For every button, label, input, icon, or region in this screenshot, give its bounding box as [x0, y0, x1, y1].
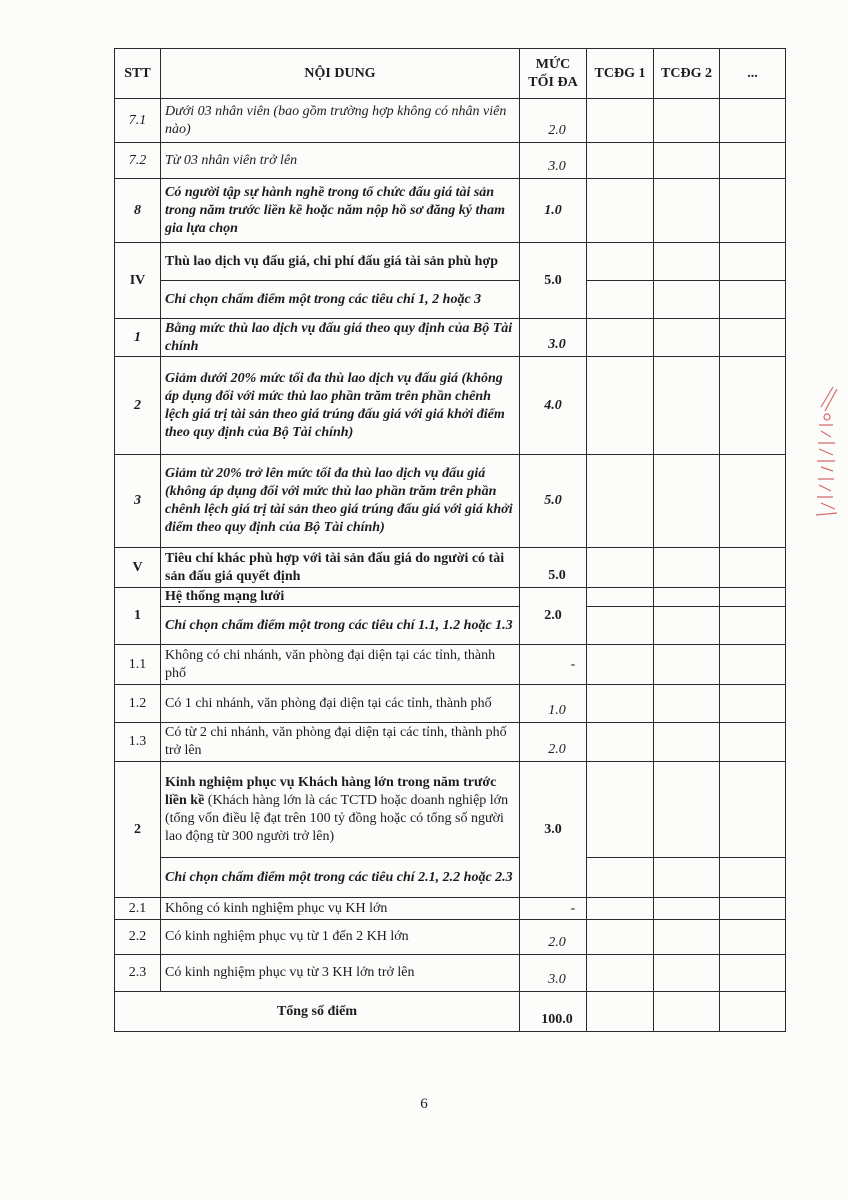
- row-more: [720, 319, 786, 357]
- row-max-score: -: [520, 645, 587, 685]
- row-tcdg-2: [654, 99, 720, 143]
- row-tcdg-1: [587, 548, 654, 588]
- row-tcdg-1: [587, 920, 654, 955]
- row-max-score: 3.0: [520, 143, 587, 179]
- row-tcdg-1: [587, 455, 654, 548]
- row-note: Chỉ chọn chấm điểm một trong các tiêu chí 1, 2 hoặc 3: [161, 281, 520, 319]
- row-tcdg-1: [587, 685, 654, 723]
- row-tcdg-2: [654, 920, 720, 955]
- row-note: Chỉ chọn chấm điểm một trong các tiêu chí 1.1, 1.2 hoặc 1.3: [161, 607, 520, 645]
- row-more: [720, 281, 786, 319]
- total-label: Tổng số điểm: [115, 992, 520, 1032]
- page-number: 6: [420, 1096, 428, 1112]
- row-more: [720, 99, 786, 143]
- row-content: Có từ 2 chi nhánh, văn phòng đại diện tại các tỉnh, thành phố trở lên: [161, 723, 520, 762]
- row-tcdg-2: [654, 357, 720, 455]
- row-stt: 1.2: [115, 685, 161, 723]
- table-row: [115, 858, 786, 898]
- row-more: [720, 762, 786, 858]
- row-stt: 2.3: [115, 955, 161, 992]
- row-stt: 2.2: [115, 920, 161, 955]
- row-stt: 2: [115, 762, 161, 898]
- row-tcdg-2: [654, 179, 720, 243]
- row-tcdg-2: [654, 858, 720, 898]
- row-tcdg-2: [654, 898, 720, 920]
- row-max-score: 2.0: [520, 723, 587, 762]
- row-more: [720, 685, 786, 723]
- table-row: [115, 281, 786, 319]
- header-max-score: MỨC TỐI ĐA: [520, 49, 587, 99]
- table-row: [115, 645, 786, 685]
- row-content: Có 1 chi nhánh, văn phòng đại diện tại các tỉnh, thành phố: [161, 685, 520, 723]
- row-note: Chỉ chọn chấm điểm một trong các tiêu chí 2.1, 2.2 hoặc 2.3: [161, 858, 520, 898]
- row-content: Không có chi nhánh, văn phòng đại diện tại các tỉnh, thành phố: [161, 645, 520, 685]
- total-more: [720, 992, 786, 1032]
- row-max-score: 5.0: [520, 548, 587, 588]
- row-content: Bằng mức thù lao dịch vụ đấu giá theo quy định của Bộ Tài chính: [161, 319, 520, 357]
- table-row: [115, 455, 786, 548]
- table-row: [115, 920, 786, 955]
- row-more: [720, 243, 786, 281]
- row-content: Dưới 03 nhân viên (bao gồm trường hợp không có nhân viên nào): [161, 99, 520, 143]
- row-tcdg-1: [587, 955, 654, 992]
- row-content: Có kinh nghiệm phục vụ từ 1 đến 2 KH lớn: [161, 920, 520, 955]
- row-max-score: 2.0: [520, 588, 587, 645]
- row-content: Không có kinh nghiệm phục vụ KH lớn: [161, 898, 520, 920]
- row-tcdg-2: [654, 243, 720, 281]
- header-content: NỘI DUNG: [161, 49, 520, 99]
- row-tcdg-1: [587, 762, 654, 858]
- row-more: [720, 179, 786, 243]
- table-row: [115, 762, 786, 858]
- row-tcdg-1: [587, 357, 654, 455]
- total-tcdg-2: [654, 992, 720, 1032]
- row-tcdg-1: [587, 243, 654, 281]
- row-content: Thù lao dịch vụ đấu giá, chi phí đấu giá tài sản phù hợp: [161, 243, 520, 281]
- row-tcdg-1: [587, 607, 654, 645]
- row-max-score: 1.0: [520, 179, 587, 243]
- header-tcdg-2: TCĐG 2: [654, 49, 720, 99]
- row-max-score: 3.0: [520, 319, 587, 357]
- row-more: [720, 455, 786, 548]
- row-more: [720, 548, 786, 588]
- row-stt: 1.3: [115, 723, 161, 762]
- header-tcdg-1: TCĐG 1: [587, 49, 654, 99]
- row-content: Hệ thống mạng lưới: [161, 588, 520, 607]
- row-content-bold: Kinh nghiệm phục vụ Khách hàng lớn trong năm trước liền kề: [165, 774, 497, 808]
- row-stt: 8: [115, 179, 161, 243]
- row-tcdg-2: [654, 607, 720, 645]
- row-content: Tiêu chí khác phù hợp với tài sản đấu giá do người có tài sản đấu giá quyết định: [161, 548, 520, 588]
- row-stt: 7.2: [115, 143, 161, 179]
- row-more: [720, 858, 786, 898]
- table-total-row: [115, 992, 786, 1032]
- row-stt: 1: [115, 588, 161, 645]
- table-header-row: [115, 49, 786, 99]
- row-stt: 7.1: [115, 99, 161, 143]
- table-row: [115, 723, 786, 762]
- row-max-score: 2.0: [520, 920, 587, 955]
- row-stt: IV: [115, 243, 161, 319]
- table-row: [115, 143, 786, 179]
- scoring-table: [114, 48, 786, 1032]
- table-row: [115, 685, 786, 723]
- header-more: ...: [720, 49, 786, 99]
- row-stt: 2: [115, 357, 161, 455]
- row-tcdg-1: [587, 588, 654, 607]
- row-max-score: 3.0: [520, 955, 587, 992]
- table-row: [115, 99, 786, 143]
- row-stt: 1.1: [115, 645, 161, 685]
- row-tcdg-2: [654, 723, 720, 762]
- table-row: [115, 319, 786, 357]
- row-stt: 2.1: [115, 898, 161, 920]
- row-tcdg-2: [654, 955, 720, 992]
- row-tcdg-1: [587, 99, 654, 143]
- row-tcdg-2: [654, 455, 720, 548]
- row-more: [720, 723, 786, 762]
- row-more: [720, 588, 786, 607]
- row-content: Giảm từ 20% trở lên mức tối đa thù lao dịch vụ đấu giá (không áp dụng đối với mức thù lao phần trăm trên phần chênh lệch giá trị tài sản theo giá trúng đấu giá với giá khởi điểm theo quy định của Bộ Tài chính): [161, 455, 520, 548]
- row-stt: 3: [115, 455, 161, 548]
- row-more: [720, 955, 786, 992]
- row-tcdg-1: [587, 281, 654, 319]
- total-value: 100.0: [520, 992, 587, 1032]
- row-content: Có người tập sự hành nghề trong tổ chức đấu giá tài sản trong năm trước liền kề hoặc năm nộp hồ sơ đăng ký tham gia lựa chọn: [161, 179, 520, 243]
- row-tcdg-2: [654, 685, 720, 723]
- table-row: [115, 607, 786, 645]
- row-max-score: -: [520, 898, 587, 920]
- table-row: [115, 898, 786, 920]
- row-max-score: 2.0: [520, 99, 587, 143]
- row-stt: V: [115, 548, 161, 588]
- row-max-score: 3.0: [520, 762, 587, 898]
- row-more: [720, 898, 786, 920]
- row-tcdg-1: [587, 858, 654, 898]
- row-content-rest: (Khách hàng lớn là các TCTD hoặc doanh nghiệp lớn (tổng vốn điều lệ đạt trên 100 tỷ đồng hoặc có tổng số người lao động từ 300 người trở lên): [165, 792, 509, 844]
- row-tcdg-1: [587, 645, 654, 685]
- row-tcdg-2: [654, 645, 720, 685]
- red-seal-stamp: [813, 385, 843, 520]
- table-row: [115, 588, 786, 607]
- table-row: [115, 548, 786, 588]
- table-row: [115, 243, 786, 281]
- row-more: [720, 645, 786, 685]
- table-row: [115, 179, 786, 243]
- table-row: [115, 955, 786, 992]
- row-tcdg-1: [587, 179, 654, 243]
- row-max-score: 5.0: [520, 455, 587, 548]
- row-max-score: 1.0: [520, 685, 587, 723]
- row-tcdg-2: [654, 143, 720, 179]
- header-stt: STT: [115, 49, 161, 99]
- row-tcdg-2: [654, 762, 720, 858]
- row-more: [720, 607, 786, 645]
- row-content: Giảm dưới 20% mức tối đa thù lao dịch vụ đấu giá (không áp dụng đối với mức thù lao phần trăm trên phần chênh lệch giá trị tài sản theo giá trúng đấu giá với giá khởi điểm theo quy định của Bộ Tài chính): [161, 357, 520, 455]
- row-max-score: 4.0: [520, 357, 587, 455]
- total-tcdg-1: [587, 992, 654, 1032]
- row-content: Có kinh nghiệm phục vụ từ 3 KH lớn trở lên: [161, 955, 520, 992]
- row-tcdg-2: [654, 548, 720, 588]
- row-tcdg-2: [654, 281, 720, 319]
- row-more: [720, 357, 786, 455]
- row-tcdg-2: [654, 588, 720, 607]
- row-stt: 1: [115, 319, 161, 357]
- row-tcdg-1: [587, 319, 654, 357]
- row-content: Từ 03 nhân viên trở lên: [161, 143, 520, 179]
- row-tcdg-1: [587, 143, 654, 179]
- row-content: [161, 762, 520, 858]
- row-more: [720, 920, 786, 955]
- row-max-score: 5.0: [520, 243, 587, 319]
- table-row: [115, 357, 786, 455]
- row-tcdg-1: [587, 898, 654, 920]
- row-tcdg-1: [587, 723, 654, 762]
- row-tcdg-2: [654, 319, 720, 357]
- row-more: [720, 143, 786, 179]
